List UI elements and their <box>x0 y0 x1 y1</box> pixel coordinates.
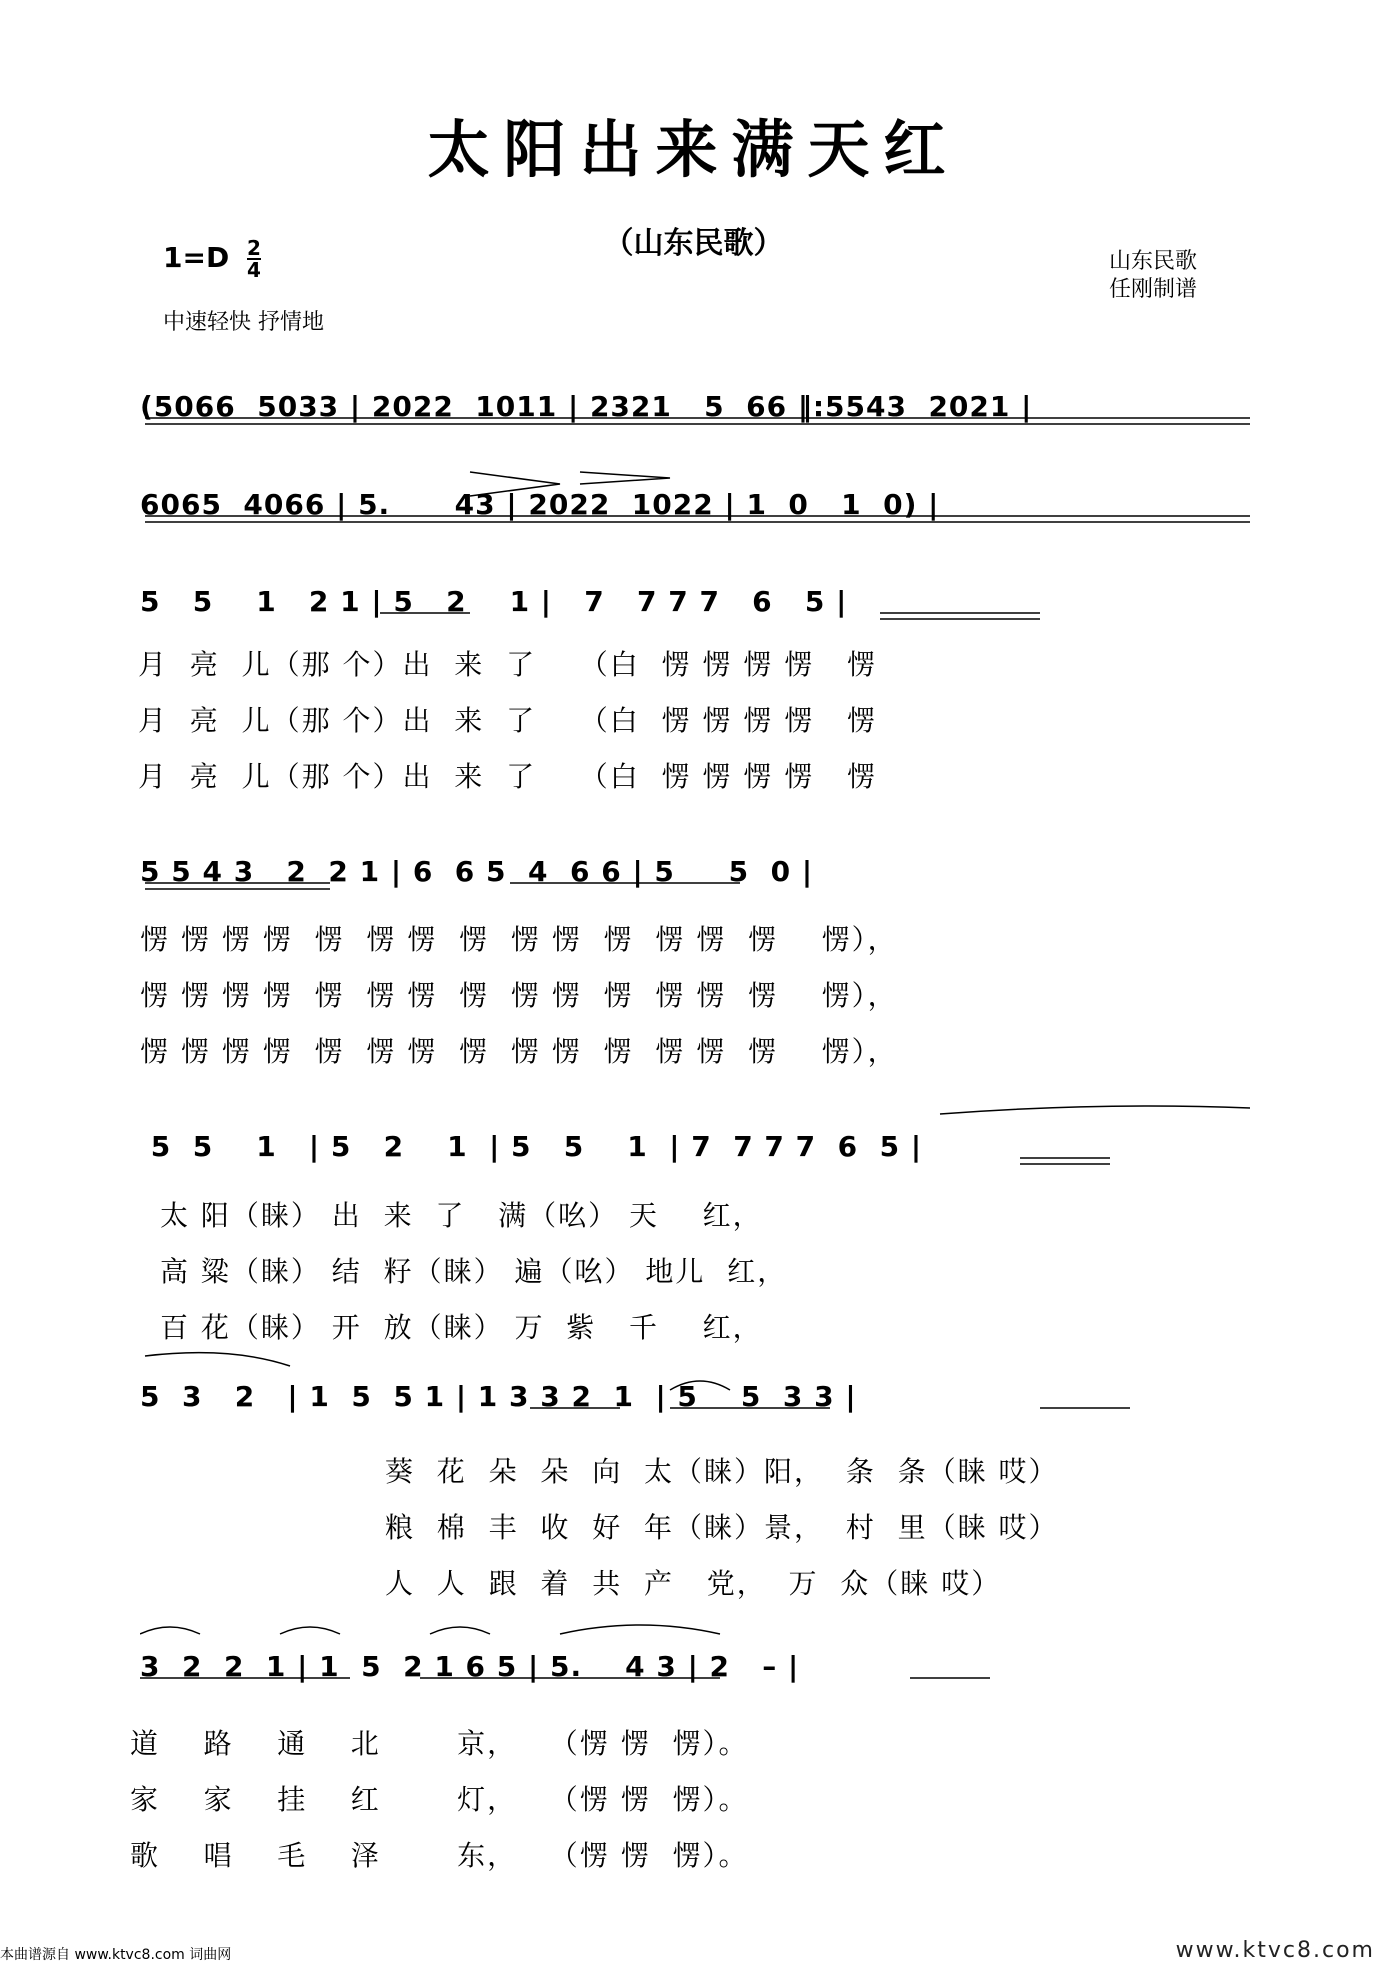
score-row-1 <box>140 360 1260 470</box>
notes-row-6: 5 3 2 | 1 5 5 1 | 1 3 3 2 1 | 5 5 3 3 | <box>140 1380 857 1413</box>
notes-row-4: 5 5 4 3 2 2 1 | 6 6 5 4 6 6 | 5 5 0 | <box>140 855 814 888</box>
score-row-7 <box>140 1620 1260 1730</box>
score-row-6 <box>140 1350 1260 1460</box>
lyric-7-3: 歌 唱 毛 泽 东， （愣 愣 愣）。 <box>130 1839 749 1872</box>
key-signature <box>163 238 261 280</box>
footer-source: 本曲谱源自 www.ktvc8.com 词曲网 <box>0 1947 232 1963</box>
lyric-6-3: 人 人 跟 着 共 产 党， 万 众（睐 哎） <box>385 1567 1002 1600</box>
song-subtitle: （山东民歌） <box>603 226 784 261</box>
credit-maker: 任刚制谱 <box>1108 277 1197 302</box>
notes-row-2: 6065 4066 | 5. 43 | 2022 1022 | 1 0 1 0) | <box>140 488 940 521</box>
lyric-4-1: 愣 愣 愣 愣 愣 愣 愣 愣 愣 愣 愣 愣 愣 愣 愣）， <box>140 923 898 956</box>
score-row-2 <box>140 458 1260 568</box>
lyric-4-3: 愣 愣 愣 愣 愣 愣 愣 愣 愣 愣 愣 愣 愣 愣 愣）， <box>140 1035 898 1068</box>
notes-row-3: 5 5 1 2 1 | 5 2 1 | 7 7 7 7 6 5 | <box>140 585 848 618</box>
lyric-5-3: 百 花（睐） 开 放（睐） 万 紫 千 红， <box>160 1311 763 1344</box>
credit-origin: 山东民歌 <box>1108 249 1197 274</box>
song-title: 太阳出来满天红 <box>427 113 960 186</box>
footer-watermark: www.ktvc8.com <box>1175 1938 1375 1963</box>
lyric-3-3: 月 亮 儿（那 个）出 来 了 （白 愣 愣 愣 愣 愣 <box>138 760 877 793</box>
lyric-6-2: 粮 棉 丰 收 好 年（睐）景， 村 里（睐 哎） <box>385 1511 1059 1544</box>
notes-row-5: 5 5 1 | 5 2 1 | 5 5 1 | 7 7 7 7 6 5 | <box>140 1130 923 1163</box>
tempo-marking: 中速轻快 抒情地 <box>163 310 324 335</box>
lyric-4-2: 愣 愣 愣 愣 愣 愣 愣 愣 愣 愣 愣 愣 愣 愣 愣）， <box>140 979 898 1012</box>
lyric-6-1: 葵 花 朵 朵 向 太（睐）阳， 条 条（睐 哎） <box>385 1455 1059 1488</box>
time-denominator: 4 <box>246 258 261 282</box>
notes-row-7: 3 2 2 1 | 1 5 2 1 6 5 | 5. 4 3 | 2 – | <box>140 1650 800 1683</box>
credits <box>1109 248 1197 304</box>
key-label: 1=D <box>163 241 230 274</box>
lyric-7-1: 道 路 通 北 京， （愣 愣 愣）。 <box>130 1727 749 1760</box>
time-numerator: 2 <box>246 236 261 260</box>
lyric-3-2: 月 亮 儿（那 个）出 来 了 （白 愣 愣 愣 愣 愣 <box>138 704 877 737</box>
time-signature <box>247 238 261 280</box>
lyric-5-2: 高 粱（睐） 结 籽（睐） 遍（吆） 地儿 红， <box>160 1255 788 1288</box>
lyric-7-2: 家 家 挂 红 灯， （愣 愣 愣）。 <box>130 1783 749 1816</box>
lyric-3-1: 月 亮 儿（那 个）出 来 了 （白 愣 愣 愣 愣 愣 <box>138 648 877 681</box>
lyric-5-1: 太 阳（睐） 出 来 了 满（吆） 天 红， <box>160 1199 763 1232</box>
notes-row-1: (5066 5033 | 2022 1011 | 2321 5 66 ‖:5543 2021 | <box>140 390 1033 423</box>
